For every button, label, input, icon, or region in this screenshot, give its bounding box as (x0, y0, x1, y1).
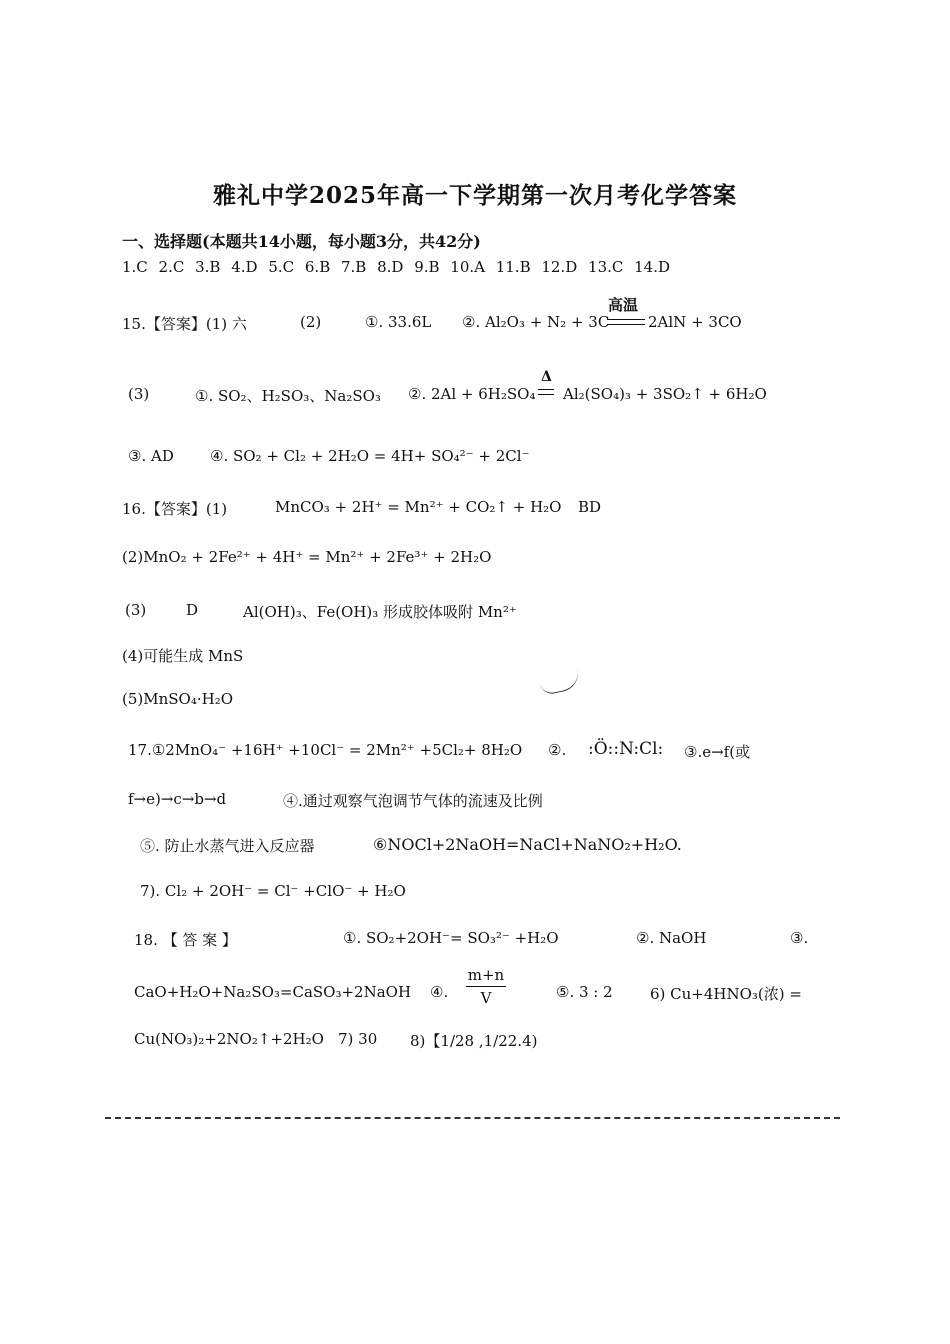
q17-part2: ②. (548, 741, 567, 759)
q18-part3-cont: CaO+H₂O+Na₂SO₃=CaSO₃+2NaOH (134, 983, 412, 1001)
q16-ans1: BD (578, 498, 602, 516)
q15-3b-right: Al₂(SO₄)₃ + 3SO₂↑ + 6H₂O (563, 385, 767, 403)
q15-2b-equals (607, 319, 645, 325)
q17-part6: ⑥NOCl+2NaOH=NaCl+NaNO₂+H₂O. (373, 835, 682, 854)
q15-2b-left: ②. Al₂O₃ + N₂ + 3C (462, 313, 610, 331)
q17-eq1: 17.①2MnO₄⁻ +16H⁺ +10Cl⁻ = 2Mn²⁺ +5Cl₂+ 8H₂O (128, 741, 523, 759)
q18-fraction-bar (466, 986, 506, 987)
q18-part6-cont: Cu(NO₃)₂+2NO₂↑+2H₂O (134, 1030, 324, 1048)
section-heading: 一、选择题(本题共14小题，每小题3分，共42分) (122, 232, 481, 251)
q18-part3: ③. (790, 929, 809, 947)
q16-eq2: (2)MnO₂ + 2Fe²⁺ + 4H⁺ = Mn²⁺ + 2Fe³⁺ + 2H₂O (122, 548, 492, 566)
q15-2a: ①. 33.6L (365, 313, 432, 331)
q15-label: 15.【答案】(1) 六 (122, 315, 247, 333)
page-title: 雅礼中学2025年高一下学期第一次月考化学答案 (212, 182, 737, 209)
q18-label: 18. 【 答 案 】 (134, 931, 237, 949)
q17-part3: ③.e→f(或 (684, 743, 751, 761)
q15-3b-left: ②. 2Al + 6H₂SO₄ (408, 385, 536, 403)
q15-3a: ①. SO₂、H₂SO₃、Na₂SO₃ (195, 387, 381, 405)
q15-part2: (2) (300, 313, 322, 331)
q16-part5: (5)MnSO₄·H₂O (122, 690, 234, 708)
q18-fraction-numerator: m+n (467, 966, 505, 984)
q18-part6: 6) Cu+4HNO₃(浓) = (650, 985, 802, 1003)
q16-3b: Al(OH)₃、Fe(OH)₃ 形成胶体吸附 Mn²⁺ (243, 603, 517, 621)
q17-part4: ④.通过观察气泡调节气体的流速及比例 (283, 792, 543, 810)
q15-3c: ③. AD (128, 447, 174, 465)
pen-mark (538, 669, 581, 696)
q18-part8: 8)【1/28 ,1/22.4) (410, 1032, 538, 1050)
q17-lewis-structure: :Ö::N:Cl: (588, 739, 664, 759)
q18-part7: 7) 30 (338, 1030, 378, 1048)
q16-3a: D (186, 601, 199, 619)
q18-fraction-denominator: V (480, 989, 492, 1007)
q15-3b-equals (538, 389, 554, 395)
q16-eq1: MnCO₃ + 2H⁺ = Mn²⁺ + CO₂↑ + H₂O (275, 498, 562, 516)
q17-part3-cont: f→e)→c→b→d (128, 790, 227, 808)
q15-3d: ④. SO₂ + Cl₂ + 2H₂O = 4H+ SO₄²⁻ + 2Cl⁻ (210, 447, 530, 465)
q18-part4: ④. (430, 983, 449, 1001)
q15-2b-condition: 高温 (608, 296, 639, 314)
mc-answers: 1.C 2.C 3.B 4.D 5.C 6.B 7.B 8.D 9.B 10.A 11.B 12.D 13.C 14.D (122, 258, 671, 276)
q18-fraction (466, 966, 506, 1007)
q15-2b-right: 2AlN + 3CO (648, 313, 742, 331)
q15-part3: (3) (128, 385, 150, 403)
q18-part1: ①. SO₂+2OH⁻= SO₃²⁻ +H₂O (343, 929, 559, 947)
q16-part4: (4)可能生成 MnS (122, 647, 244, 665)
q16-label: 16.【答案】(1) (122, 500, 228, 518)
footer-divider (105, 1117, 840, 1119)
q18-part2: ②. NaOH (636, 929, 707, 947)
q18-part5: ⑤. 3 : 2 (556, 983, 613, 1001)
q17-part7: 7). Cl₂ + 2OH⁻ = Cl⁻ +ClO⁻ + H₂O (140, 882, 406, 900)
q15-3b-condition: Δ (541, 369, 552, 385)
q17-part5: ⑤. 防止水蒸气进入反应器 (140, 837, 315, 855)
q16-part3: (3) (125, 601, 147, 619)
